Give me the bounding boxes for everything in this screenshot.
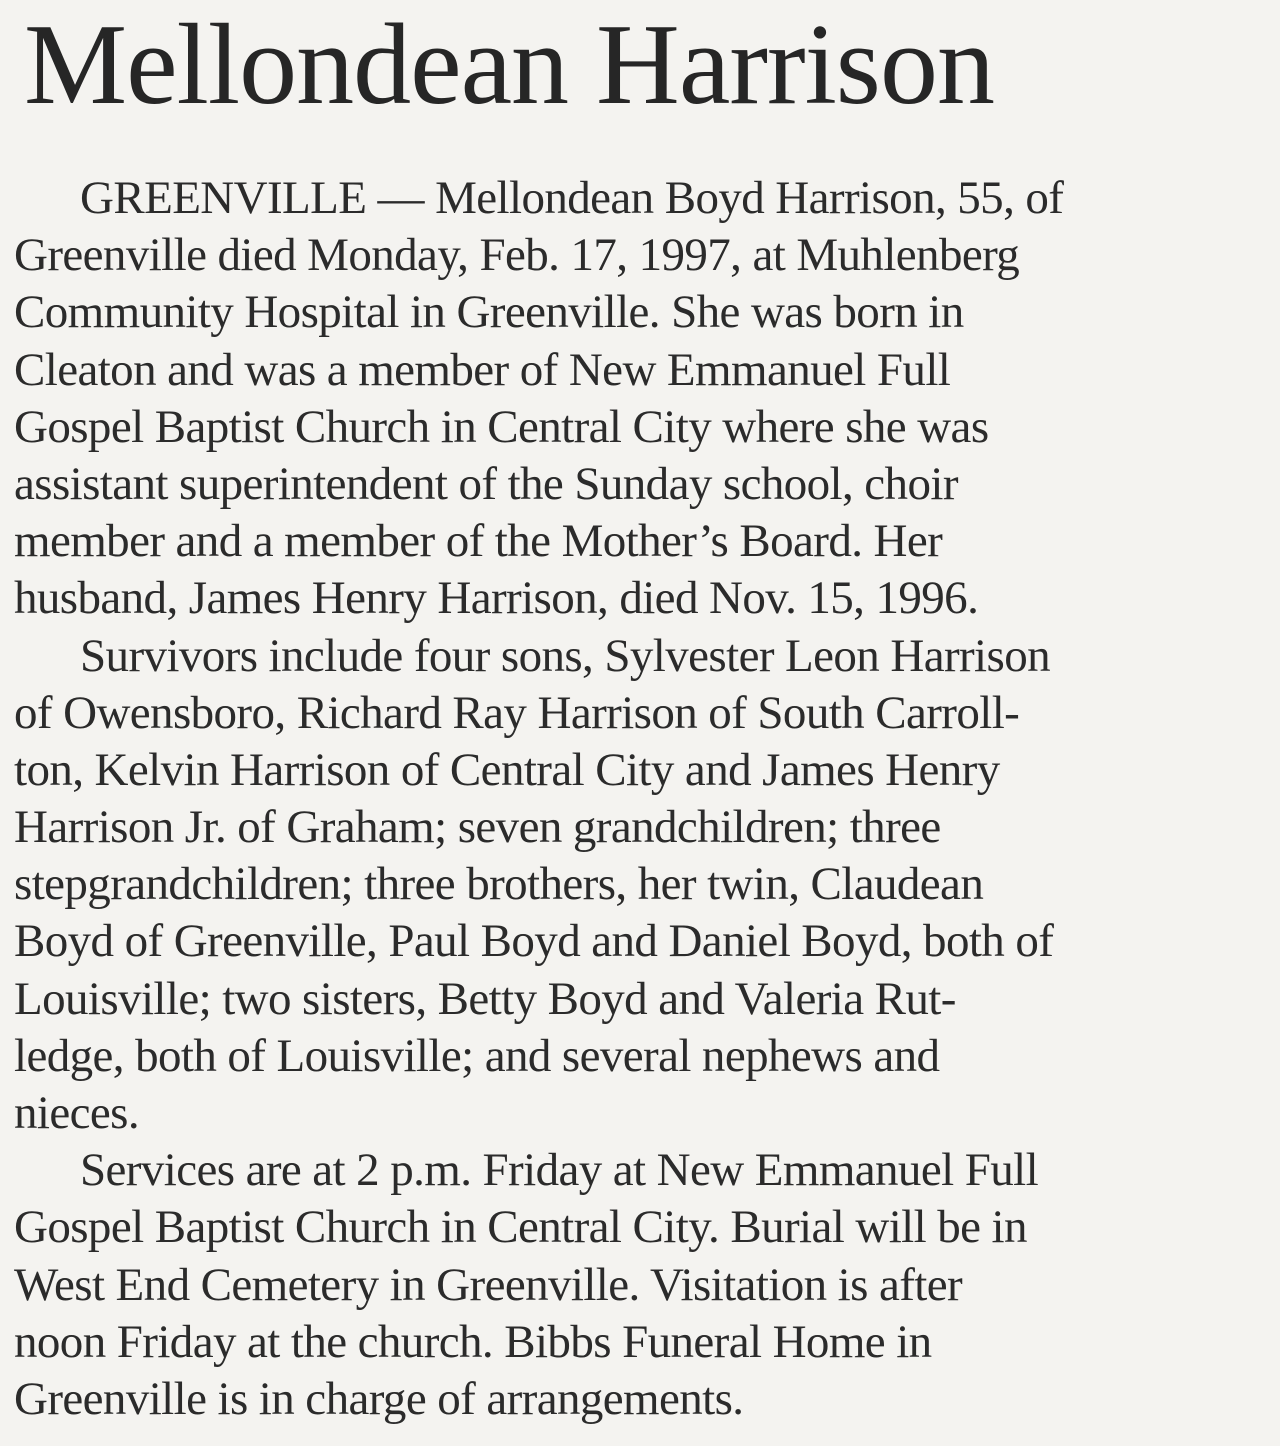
paragraph-survivors	[14, 628, 1266, 1143]
text-line: assistant superintendent of the Sunday school, choir	[14, 457, 958, 510]
text-line: Gospel Baptist Church in Central City where she was	[14, 400, 989, 453]
text-line: stepgrandchildren; three brothers, her twin, Claudean	[14, 858, 984, 911]
text-line: Services are at 2 p.m. Friday at New Emmanuel Full	[80, 1144, 1039, 1197]
text-line: Boyd of Greenville, Paul Boyd and Daniel Boyd, both of	[14, 915, 1054, 968]
text-line: member and a member of the Mother’s Board. Her	[14, 515, 943, 568]
text-line: Greenville is in charge of arrangements.	[14, 1372, 744, 1425]
text-line: husband, James Henry Harrison, died Nov. 15, 1996.	[14, 572, 979, 625]
obituary-body	[14, 170, 1266, 1428]
text-line: Cleaton and was a member of New Emmanuel Full	[14, 343, 951, 396]
text-line: of Owensboro, Richard Ray Harrison of South Carroll-	[14, 686, 1020, 739]
text-line: ton, Kelvin Harrison of Central City and James Henry	[14, 743, 1000, 796]
text-line: Louisville; two sisters, Betty Boyd and Valeria Rut-	[14, 972, 956, 1025]
text-line: Survivors include four sons, Sylvester Leon Harrison	[80, 629, 1051, 682]
text-line: Community Hospital in Greenville. She was born in	[14, 286, 964, 339]
text-line: nieces.	[14, 1087, 139, 1139]
text-line: noon Friday at the church. Bibbs Funeral Home in	[14, 1315, 932, 1368]
paragraph-services	[14, 1142, 1266, 1428]
paragraph-death-notice	[14, 170, 1266, 628]
obituary-headline: Mellondean Harrison	[24, 1, 994, 129]
text-line: ledge, both of Louisville; and several nephews and	[14, 1029, 940, 1082]
text-line: Gospel Baptist Church in Central City. Burial will be in	[14, 1201, 1027, 1254]
text-line: Greenville died Monday, Feb. 17, 1997, at Muhlenberg	[14, 229, 1020, 282]
text-line: West End Cemetery in Greenville. Visitation is after	[14, 1258, 963, 1311]
text-line: GREENVILLE — Mellondean Boyd Harrison, 55, of	[80, 172, 1064, 224]
text-line: Harrison Jr. of Graham; seven grandchildren; three	[14, 801, 941, 854]
